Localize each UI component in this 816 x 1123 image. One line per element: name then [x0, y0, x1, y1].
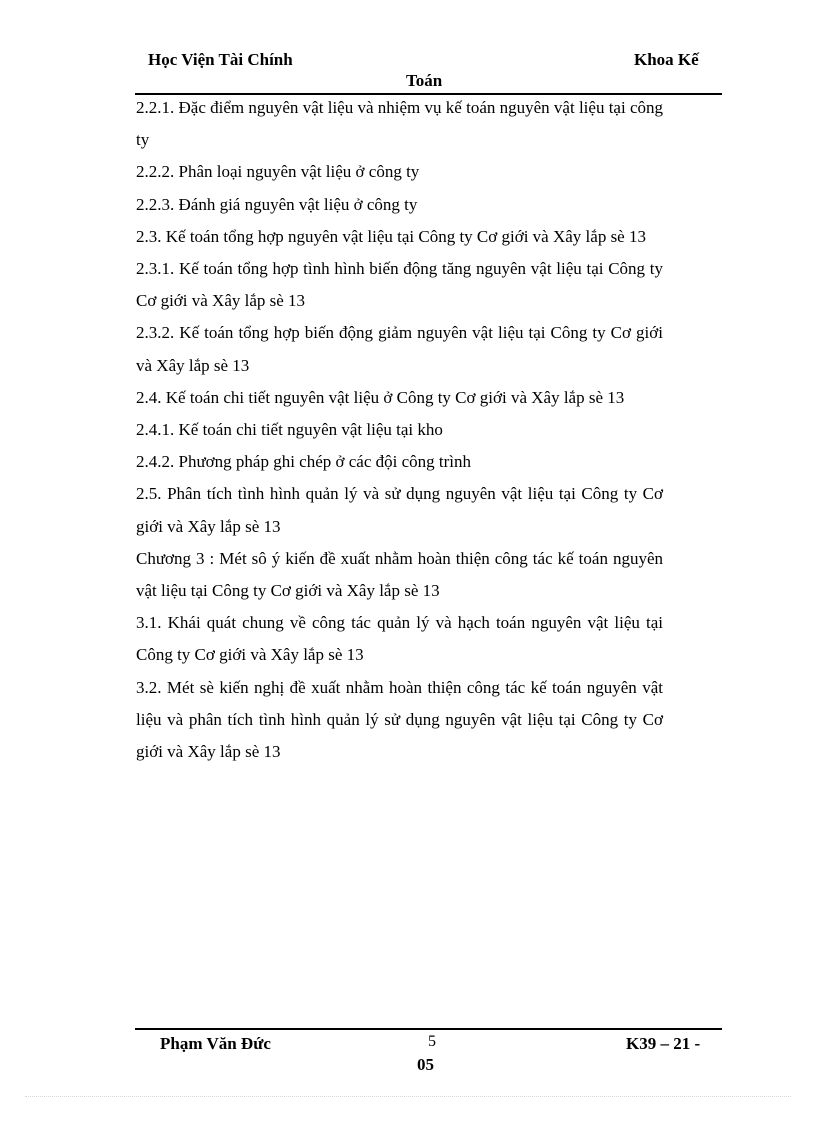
toc-entry-3-1: 3.1. Khái quát chung về công tác quản lý và hạch toán nguyên vật liệu tại Công ty Cơ giới và Xây lắp sè 13: [136, 613, 663, 665]
footer-author: Phạm Văn Đức: [160, 1034, 271, 1053]
toc-body: [136, 92, 663, 768]
toc-entry-2-4: 2.4. Kế toán chi tiết nguyên vật liệu ở Công ty Cơ giới và Xây lắp sè 13: [136, 387, 625, 407]
footer-class-code-wrap: 05: [417, 1055, 434, 1074]
toc-entry-2-3: 2.3. Kế toán tổng hợp nguyên vật liệu tại Công ty Cơ giới và Xây lắp sè 13: [136, 226, 646, 246]
header-institution: Học Viện Tài Chính: [148, 50, 293, 69]
toc-entry-chapter-3: Chương 3 : Mét sô ý kiến đề xuất nhằm hoàn thiện công tác kế toán nguyên vật liệu tại Công ty Cơ giới và Xây lắp sè 13: [136, 548, 663, 601]
toc-entry-2-3-1: 2.3.1. Kế toán tổng hợp tình hình biến động tăng nguyên vật liệu tại Công ty Cơ giới và Xây lắp sè 13: [136, 259, 663, 311]
toc-entry-2-4-2: 2.4.2. Phương pháp ghi chép ở các đội công trình: [136, 452, 472, 472]
header-department: Khoa Kế: [634, 50, 699, 69]
toc-entry-2-2-3: 2.2.3. Đánh giá nguyên vật liệu ở công ty: [136, 194, 418, 214]
toc-entry-2-3-2: 2.3.2. Kế toán tổng hợp biến động giảm nguyên vật liệu tại Công ty Cơ giới và Xây lắp sè 13: [136, 323, 663, 375]
toc-entry-2-4-1: 2.4.1. Kế toán chi tiết nguyên vật liệu tại kho: [136, 420, 443, 440]
footer-page-number: 5: [428, 1033, 436, 1050]
toc-entry-2-2-1: 2.2.1. Đặc điểm nguyên vật liệu và nhiệm vụ kế toán nguyên vật liệu tại công ty: [136, 98, 663, 150]
toc-entry-3-2: 3.2. Mét sè kiến nghị đề xuất nhằm hoàn thiện công tác kế toán nguyên vật liệu và phân tích tình hình quản lý sử dụng nguyên vật liệu tại Công ty Cơ giới và Xây lắp sè 13: [136, 677, 663, 762]
footer-class-code: K39 – 21 -: [626, 1034, 701, 1053]
toc-entry-2-2-2: 2.2.2. Phân loại nguyên vật liệu ở công ty: [136, 162, 420, 182]
page-edge-divider: [25, 1096, 791, 1097]
header-department-wrap: Toán: [406, 71, 443, 90]
footer-rule: [135, 1028, 722, 1030]
toc-entry-2-5: 2.5. Phân tích tình hình quản lý và sử dụng nguyên vật liệu tại Công ty Cơ giới và Xây lắp sè 13: [136, 484, 663, 536]
